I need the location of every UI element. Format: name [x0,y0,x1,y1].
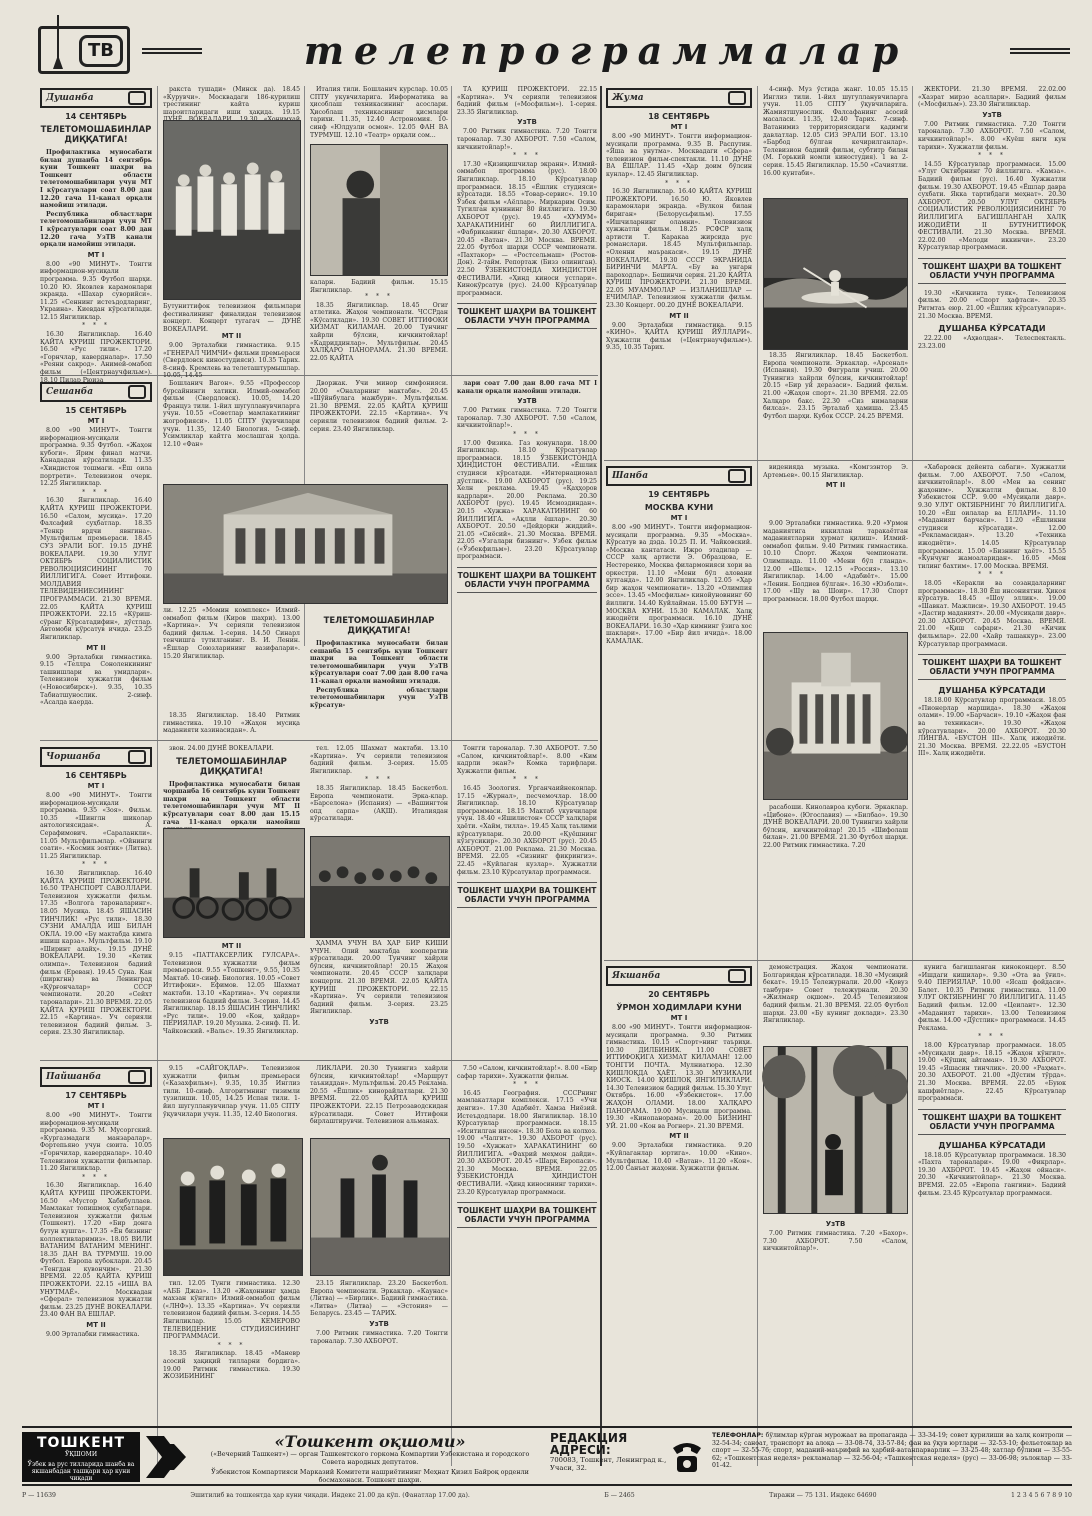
program-text: 9.00 Эрталабки гимнастика. 9.20 «Урмон маданиятига иккиллан таракаётган маданиятларни ҳурмат қилиш». Илмий-оммабоп фильм. 9.40 Ритмик гимнастика. 10.10 Спорт. Жаҳон чемпионати. Олимпиада. 11.00 «Мени бўл гланда». 12.00 «Шелк». 12.15 «Россия». 13.10 Янгиликлар. 14.00 «Адабиёт». 15.00 «Ленин. Болдиев бўлган». 16.30 «Юзболи». 17.00 «Шу ва Шоир». 17.30 Спорт программаси. 18.00 Футбол шарҳи. [763,520,908,603]
program-text: ракста тушади» (Минск да). 18.45 «Курувчи». Москвадаги 186-курилиш трестининг кайта куриш шароитларидаги иши ҳақида. 19.15 [163,86,300,116]
next-day-heading: ДУШАНБА КЎРСАТАДИ [938,1140,1046,1150]
program-text: 9.00 Эрталабки гимнастика. 9.15 «КИНО». ҚАЙТА ҚУРИШ ЙЎЛЛАРИ». Хужжатли фильм («Центрнаучфильм»). 9.35, 10.35 Тарих. [606,321,752,352]
monday-col3 [310,86,448,142]
row-divider [604,460,1064,461]
column-divider [912,86,913,1466]
program-text: 18.18.05 Кўрсатувлар программаси. 18.30 «Пахта тароналари». 19.00 «Фикрлар». 19.30 АХБОРОТ. 19.45 «Жаҳон ойнаси». 20.30 «Кичкинтойлар». 21.30 Москва. ВРЕМЯ. 22.05 «Европа гангини». Бадиий фильм. 23.45 Кўрсатувлар программаси. [918,1151,1066,1197]
photo-dancers-2 [163,1138,303,1276]
program-text: 9.15 «ПАТТАКСЕРЛИК ГУЛСАРА». Телевизион хужжатли фильм премьераси. 9.55 «Тошкент», 9.55, 10.35 Мактаб. 10-синф. Биология. 10.05 «Совет Иттифоки». Ефимов. 12.05 Шахмат мактаби. 13.10 «Картина». Уч серияли телевизион бадиий фильм. 3-серия. 14.45 Янгиликлар. 18.15 ЯШАСИН ТИНЧЛИК! «Рус тили». 19.00 «Кон, ҳайдар» ПЕРИЯЛАР. 19.20 Музыка. 2-синф. П. И. Чайковский. «Вальс». 19.35 Янгиликлар. [163,952,300,1035]
monday-mt2 [163,330,300,380]
redaction-address-text: 700083, Тошкент, Ленинград к., Учаси, 32. [550,1456,667,1472]
publisher-info [200,1432,540,1482]
program-text: Бошланич Вагон». 9.55 «Профессор бурсайнинги хатики. Илмий-оммабоп фильм (Свердловск). 10.05, 14.20 Француз тили. 1-йил шугулланувчиларга учун. 10.55 «Советлар мамлакатининг жогрофияси». 11.05 СПТУ ўқувчилари учун. 11.35, 12.40 Биология. 5-синф. Усимликлар кайтга мослашган ҳолда. 12.10 «Фан» [163,380,300,448]
date-heading: 19 СЕНТЯБРЬ [648,490,710,499]
regional-program-heading: ТОШКЕНТ ШАҲРИ ВА ТОШКЕНТ ОБЛАСТИ УЧУН ПРОГРАММА [457,1202,597,1228]
page-title: телепрограммалар [303,28,909,73]
telephone-numbers [712,1432,1072,1484]
newspaper-brand: ТОШКЕНТ [36,1435,126,1451]
program-text: 7.00 Ритмик гимнастика. 7.20 «Бахор». 7.30 АХБОРОТ. 7.50 «Салом, кичкинтойлар!». [763,1230,908,1253]
notice-text: Профилактика муносабати билан чоршанба 16 сентябрь куни Тошкент шаҳри ва Тошкент области телетомошабинлари учун МТ II кўрсатувлари соат 8.00 дан 15.15 гача 11-канал орқали намойиш [163,780,300,826]
tuesday-col2 [163,380,300,480]
program-text: виденияда музыка. «Комгзэнтор Э. Артемьев». 00.15 Янгиликлар. [763,464,908,479]
footer [22,1426,1072,1486]
program-text: Дворжак. Учи минор симфонияси. 20.00 «Оналарнинг мактаби». 20.45 «Шўйнбулага мажбури». Мультфильм. 21.30 ВРЕМЯ. 22.05 ҚАЙТА ҚУРИШ ПРОЖЕКТОРИ. 22.15 «Картина». Уч серияли телевизион бадиий фильм. 2-серия. 23.40 Янгиликлар. [310,380,448,433]
program-text: 7.00 Ритмик гимнастика. 7.20 Тонгги тароналар. 7.30 АХБОРОТ. 7.50 «Салом, кичкинтойлар!». [457,128,597,151]
monday-col4 [457,86,597,374]
program-text: ЛИКЛАРИ. 20.30 Тунингиз хайрли бўлсин, кичкинтойлар! «Маршрут таъкиддан». Мультфильм. 20.45 Реклама. 20.55 «Ёшлик» кинорайлатлари. 21.30 ВРЕМЯ. 22.05 ҚАЙТА ҚУРИШ ПРОЖЕКТОРИ. 22.15 Петрозаводскидан кўрсатилади. Совет Иттифоки бирлаштирувчи. Телевизион альманах. [310,1065,448,1126]
channel-heading: УзТВ [517,397,537,406]
program-text: 8.00 «90 МИНУТ». Тонгги информацион-мусиқали программа. 9.35 Футбол шарҳи. 10.20 Ю. Яковлев карамонлари экранда. «Шахар суворийси». 11.25 «Сеннинг истеъдодларинг, Украина». Киевдан кўрсатилади. 12.15 Янгиликлар. [40,260,152,321]
photo-building [163,484,448,604]
channel-heading: МТ II [221,332,242,340]
thursday-col4 [457,1065,597,1421]
program-text: 7.50 «Салом, кичкинтойлар!». 8.00 «Бир сафар тарихи». Хужжатли фильм. [457,1065,597,1080]
program-text: 18.18.00 Кўрсатувлар программаси. 18.05 «Пионерлар маршида». 18.30 «Жаҳон олами». 19.00 «Барчаси». 19.10 «Жаҳон фан ва техникаси». 19.30 «Жаҳон кўрсатувлари». 20.00 АХБОРОТ. 20.30 ЛИНГВА. «БУСТОН III». Халқ ижодиёти. 21.30 Москва. ВРЕМЯ. 22.22.05 «БУСТОН III». Халқ ижодиёти. [918,697,1066,758]
photo-performer [310,144,448,276]
separator-stars: * * * [217,1341,246,1349]
saturday-col2-b [763,804,908,956]
channel-heading: МТ I [670,514,688,522]
program-text: 18.00 Кўрсатувлар программаси. 18.05 «Мусиқали давр». 18.15 «Жаҳон кўнгил». 19.00 «Қўшиқ айтаман». 19.30 АХБОРОТ. 19.45 «Яшасин тинчлик». 20.00 «Раҳмат». 20.30 АХБОРОТ. 21.00 «Дўстим тўрда». 21.30 Москва. ВРЕМЯ. 22.05 «Буюк кашфиётлар». 22.45 Кўрсатувлар программаси. [918,1041,1066,1103]
channel-heading: УзТВ [982,110,1002,119]
channel-heading: МТ II [669,311,689,320]
program-text: 7.00 Ритмик гимнастика. 7.20 Тонгги тароналар. 7.30 АХБОРОТ. 7.50 «Салом, кичкинтойлар!». [457,407,597,430]
program-text: 17.00 Физика. Газ қонунлари. 18.00 Янгиликлар. 18.10 Кўрсатувлар программаси. 18.15 ЎЗБЕКИСТОНДА ҲИНДИСТОН ФЕСТИВАЛИ. «Ёшлик студияси кўрсатади. «Интернационал дўстлик». 19.00 АХБОРОТ (рус). 19.25 Хелн реклама. 19.45 «Қаҳҳоров кадрлари». 20.00 Реклама. 20.30 АХБОРОТ (рус). 19.45 Исмоздиндан». 20.15 «Хужжа» ХАРАКАТИНИНГ 60 ЙИЛЛИГИГА. «Ақлли ёшлар». 20.30 АХБОРОТ. 20.50 «Дейдорки жиддий». 21.05 «Сиёсий». 21.30 Москва. ВРЕМЯ. 22.05 «Узгалари бизнинг». Узбек фильм («Ўзбекфильм»). 23.20 Кўрсатувлар программаси. [457,439,597,561]
program-text: 7.00 Ритмик гимнастика. 7.20 Тонгги тароналар. 7.30 АХБОРОТ. 7.50 «Салом, кичкинтойлар!». 8.00 «Куёш янги кун тарихи». Хужжатли фильм. [918,120,1066,151]
program-text: расабоши. Кинолавроа кубоги. Эркаклар. «Цибоне». (Югославия) — «Билбао». 19.30 ДУНЁ ВОКЕАЛАРИ. 20.00 Тунингиз хайрли бўлсин, кичкинтойлар! 20.15 «Шифолаш билан». 21.00 ВРЕМЯ. 21.30 Футбол шарҳи. 22.00 Ритмик гимнастика. 7.20 [763,804,908,849]
program-text: Италия тили. Бошланич курслар. 10.05 СПТУ укувчиларига. Информатика ва ҳисоблаш техникасининг асослари. Ҳисоблаш техникасининг қисмлари тарихи. 11.35, 12.40 Астрономия. 10-синф «Юлдузли осмон». 12.05 ФАН ВА ТУРМУШ. 12.10 «Театр» орқали сом... [310,86,448,139]
program-text: 16.45 Зоология. Урганчаийнеконлар. 17.15 «Журнал», песчемочлар. 18.00 Янгиликлар. 18.10 Кўрсатувлар программаси. 18.15 Мактаб укувчилари учун. 18.40 «Яшилистон» СССР халқлари ҳаёти. «Хайм, тилла». 19.45 Халқ таълими кўрсатувлари. 20.00 «Қуёшнинг кўзгусикир». 20.30 АХБОРОТ (рус). 20.45 АХБОРОТ. 21.00 Реклама. 21.30 Москва. ВРЕМЯ. 22.05 «Сизнинг фикрингиз». 22.45 «Куйлаган кузлар». Хужжатли фильм. 23.10 Кўрсатувлар программаси. [457,784,597,876]
saturday-section [606,464,752,956]
separator-stars: * * * [82,861,110,869]
channel-heading: МТ I [670,123,688,131]
program-text: звон. 24.00 ДУНЁ ВОКЕАЛАРИ. [169,745,274,752]
imprint-middle: Эшитилиб ва тошкентда ҳар куни чиқади. Индекс 21.00 да кўп. (Фанатлар 17.00 да). [190,1492,470,1499]
program-text: 7.00 Ритмик гимнастика. 7.20 Тонгги тароналар. 7.30 АХБОРОТ. [310,1329,448,1345]
tv-screen-icon [128,1070,146,1084]
program-text: 18.35 Янгиликлар. 18.45 «Маневр асосий ҳақиқий тилларни бордига». 19.00 Ритмик гимнастика. 19.30 ЖОЗИБИНИНГ [163,1350,300,1381]
date-heading: 18 СЕНТЯБРЬ [648,112,710,121]
channel-heading: МТ I [670,1014,688,1022]
friday-col3 [918,86,1066,456]
title-rule-right [1010,48,1070,54]
program-text: 16.30 Янгиликлар. 16.40 ҚАЙТА ҚУРИШ ПРОЖЕКТОРИ. 16.50 «Рус тили». 17.20 «Горнчлар, кавердналар». 17.50 «Реяни сакрод». Анимей-омабоп фильм («Центрнаучфильм»). 18.10 Пилар Рюиза [40,331,152,384]
channel-heading: МТ I [87,250,105,259]
notice-heading: ТЕЛЕТОМОШАБИНЛАР ДИҚҚАТИГА! [40,125,152,145]
tv-screen-icon [728,469,746,483]
separator-stars: * * * [365,776,393,784]
program-text: ТА ҚУРИШ ПРОЖЕКТОРИ. 22.15 «Картина». Уч серияли телевизион бадиий фильм («Мосфильм»). 1-серия. 23.35 Янгиликлар. [457,86,597,116]
monday-col3-b [310,292,448,374]
printing-house: Ўзбекистон Компартияси Марказий Комитети нашриётининг Меҳнат Қизил Байроқ орденли босмахонаси. Тошкент шаҳри. [211,1468,529,1484]
day-tag-tuesday: Сешанба [40,382,152,402]
channel-heading: МТ II [86,643,106,652]
redaction-address [550,1432,670,1482]
day-theme-heading: ЎРМОН ХОДИМЛАРИ КУНИ [616,1003,742,1012]
program-text: тил. 12.05 Тунги гимнастика. 12.30 «АББ Джаз». 13.20 «Жаҳоннинг ҳамда махзан кўнгил» Илмий-оммабоп фильм («ЛНФ»). 13.35 «Картина». Уч серияли телевизион бадиий фильм. 3-серия. 14.55 Янгиликлар. 15.05 КЕМЕРОВО ТЕЛЕВИДЕНИЕ СТУДИЯСИНИНГ ПРОГРАММАСИ. [163,1280,300,1341]
day-theme-heading: МОСКВА КУНИ [644,503,714,512]
photo-canoeist [763,198,908,350]
program-text: 18.05 «Керакли ва созандаларнинг программаси». 18.30 Ёш инсониятни. Ҳикоя кўрсатув. 18.45 «Шоу эллик». 19.00 «Шавкат. Мажлиси». 19.30 АХБОРОТ. 19.45 «Дастир маданият». 20.00 «Мусиқали давр». 20.30 АХБОРОТ. 20.45 Москва. ВРЕМЯ. 21.00 «Қиш сафари». 21.30 «Кичик фильмлар». 22.00 «Хайр ташаккур». 23.00 Кўрсатувлар программаси. [918,579,1066,648]
program-text: 8.00 «90 МИНУТ». Тонгги информацион-мусиқали программа. 9.35 М. Мусоргский. «Кургазмадаги манзаралар». Фортепьяно учун сюита. 10.05 «Горнчилар, кавердналар». 10.40 Телевизион хужжатли фильмлар. 11.20 Янгиликлар. [40,1112,152,1173]
photo-forest-workers [763,1046,908,1214]
tv-screen-icon [128,385,146,399]
program-text: 18.35 Янгиликлар. 18.40 Ритмик гимнастика. 19.10 «Жаҳон мусиқа маданияти хазинасидан». А. [163,712,300,735]
separator-stars: * * * [82,322,110,330]
program-text: 18.35 Янгиликлар. 18.45 Баскетбол. Европа чемпионати. Эркаклар. «Арсенал» (Испания). 19.30 Фигурали учиш. 20.00 Тунингиз хайрли бўлсин, кичкинтойлар! 20.15 «Бир уй деразаси». Бадиий фильм. 21.00 «Жаҳон спорт». 21.30 ВРЕМЯ. 22.05 Халқаро бакс. 22.30 «Сиз нималарни билсаз». 23.15 Эрталаб ҳамиша. 23.45 Футбол шарҳи. Кубок СССР. 24.25 ВРЕМЯ. [763,352,908,420]
program-text: 16.30 Янгиликлар. 16.40 ҚАЙТА ҚУРИШ ПРОЖЕКТОРИ. 16.50 «Салом, мусиқа». 17.20 Фалсафий суҳбатлар. 18.35 «Тенкр врдчи явнгина». Мультфильм премьераси. 18.45 СУЗ ЭРАЛИ БОГ. 19.15 ДУНЁ ВОКЕАЛАРИ. 19.30 УЛУГ ОКТЯБРЬ СОЦИАЛИСТИК РЕВОЛЮЦИЯСИНИНГ 70 ЙИЛЛИГИГА. Совет Иттифоки. МОЛДАВИЯ ТЕЛЕВИДЕНИЕСИНИНГ ПРОГРАММАСИ. 21.30 ВРЕМЯ. 22.05 ҚАЙТА ҚУРИШ ПРОЖЕКТОРИ. 22.15 «Кўриш-сўранг Кўрсатадифин», дўстлар. Автомоби кўрсатув ичида. 23.25 Янгиликлар. [40,497,152,642]
program-text: демонстрация. Жаҳон чемпионати. Болгариядан кўрсатилади. 18.30 «Мусиқий бекат». 19.15 Тележурнали. 20.00 «Қовуз танбури» Совет тележурнали. 20.30 «Жилмаяр оқшом». 20.45 Телевизион бадиий фильм. 21.30 ВРЕМЯ. 22.05 Футбол шарҳи. 23.00 «Бу кунинг доклади». 23.30 Янгиликлар. [763,964,908,1025]
row-divider [40,740,598,741]
thursday-section [40,1065,152,1421]
program-text: 17.30 «Қизиқишчилар экранн». Илмий-оммабоп программа (рус). 18.00 Янгиликлар. 18.10 Кўрсатувлар программаси. 18.15 «Ёшлик студияси» кўрсатади. 18.55 «Товар-сервис». 19.10 Ўзбек фильм «Аёллар». Миркарим Осим. Тугилган кунининг 80 йиллигига. 19.30 АХБОРОТ (рус). 19.45 «ХУМУМ» ХАРАКАТИНИНГ 60 ЙИЛЛИГИГА. «Фабриканинг ёшлари». 20.30 АХБОРОТ. 20.45 «Ватан». 21.30 Москва. ВРЕМЯ. 22.05 Футбол шарҳи СССР чемпионати. «Пахтакор» — «Ростсельмаш» (Ростов-Дон). 2-тайм. Репортаж (Бизз олиниган). 22.50 ЎЗБЕКИСТОНДА ХИНДИСТОН ФЕСТИВАЛИ. «Ҳинд киноси устлари». Кинокўрсатув (рус). 24.00 Кўрсатувлар программаси. [457,160,597,297]
program-text: 16.30 Янгиликлар. 16.40 ҚАЙТА ҚУРИШ ПРОЖЕКТОРИ. 16.50 ТРАНСПОРТ САВОЛЛАРИ. Телевизион хужжатли фильм. 17.35 «Волгога тароналаринг». 18.05 Мусиқа. 18.45 ЯШАСИН ТИНЧЛИК! «Рус тили». 18.30 СУЗНИ АМАЛДА ИШ БИЛАН ОКЛА. 19.00 «Бу мактабда кимга ишиш карза». Мультфильм. 19.10 «Ширинт алайҳ». 19.15 ДУНЁ ВОКЕАЛАРИ. 19.30 «Кетик олимпа». Телевизион бадиий фильм (Ереван). 19.45 Суна. Кан (ширкгнн) ва Ленинград «Қўрғончалар» СССР чемпионати. 20.20 «Сейхт тароналари». 21.30 ВРЕМЯ. 22.05 ҚАЙТА ҚУРИШ ПРОЖЕКТОРИ. 22.15 «Картина». Уч серияли телевизион бадиий фильм. 3-серия. 23.30 Янгиликлар. [40,869,152,1037]
program-text: 16.30 Янгиликлар. 16.40 ҚАЙТА ҚУРИШ ПРОЖЕКТОРИ. 16.50 «Мустор Хабибуллаев. Мамлакат топишмоқ суҳбатлари. Телевизион хужжатли фильм (Тошкент). 17.20 «Бир донга бутун кушга». 17.35 «Ён бизнинг коллективларимиз». 18.05 ВИЛИ ВАТАНИМ ВАТАНИМ МЕНИНГ. 18.35 ДАН ВА ТУРМУШ. 19.00 Футбол. Европа кубоклари. 20.45 «Тенгдан кувончим». 21.30 ВРЕМЯ. 22.05 ҚАЙТА ҚУРИШ ПРОЖЕКТОРИ. 22.15 «ИША ВА УНУТМАЁ». Москвадан «Сферал» телевизион хужжатли фильм. 23.25 ДУНЁ ВОКЕАЛАРИ. 23.40 ФАН ВА ЕШЛАР. [40,1182,152,1319]
separator-stars: * * * [513,776,541,784]
day-tag-monday: Душанба [40,88,152,108]
newspaper-logo [22,1432,140,1482]
program-text: 18.35 Янгиликлар. 18.45 Баскетбол. Европа чемпионати. Эрка-клар. «Барселона» (Испания) — «Вашингтон опд сарпа» (АҚШ). Италиядан кўрсатилади. [310,784,448,823]
telephone-icon [670,1438,704,1476]
channel-heading: МТ I [87,417,105,425]
tuesday-col2-b [163,712,300,738]
wednesday-mt2 [163,940,300,1058]
day-tag-friday: Жума [606,88,752,108]
separator-stars: * * * [978,152,1006,160]
tuesday-col3 [310,380,448,480]
imprint-line [22,1492,1072,1499]
tv-logo [38,26,130,74]
saturday-col2-mt2 [763,520,908,630]
day-tag-saturday: Шанба [606,466,752,486]
program-text: тел. 12.05 Шахмат мактаби. 13.10 «Картина». Уч серияли телевизион бадиий фильм. 3-серия. 15.05 Янгиликлар. [310,745,448,775]
telephone-title: ТЕЛЕФОНЛАР: [712,1432,764,1439]
tuesday-col4 [457,380,597,736]
friday-col2-b [763,352,908,456]
notice-text: лари соат 7.00 дан 8.00 гача МТ I канали орқали намойиш этилади. [457,380,597,395]
row-divider [604,960,1064,961]
tv-tower-icon [53,15,63,69]
program-text: 14.55 Кўрсатувлар программаси. 15.00 «Улуг Октябрнинг 70 йиллигига. «Камза». Бадиий фильм (рус). 16.40 Хужжатли фильм. 19.30 АХБОРОТ. 19.45 «Ёшлар давра сухбати. Якка тартибдаги меҳнат». 20.30 АХБОРОТ. 20.50 УЛУГ ОКТЯБРЬ СОЦИАЛИСТИК РЕВОЛЮЦИЯСИНИНГ 70 ЙИЛЛИГИГА БАГИШЛАНГАН ХАЛҚ ИЖОДИЁТИ II БУТУНИТТИФОҚ ФЕСТИВАЛИ. 21.30 Москва. ВРЕМЯ. 22.02.00 «Мелоди иккинчи». 23.20 Кўрсатувлар программаси. [918,160,1066,252]
channel-heading: УзТВ [825,1220,846,1228]
separator-stars: * * * [82,1173,110,1181]
date-heading: 17 СЕНТЯБРЬ [65,1091,127,1100]
regional-program-heading: ТОШКЕНТ ШАҲРИ ВА ТОШКЕНТ ОБЛАСТИ УЧУН ПРОГРАММА [918,258,1066,284]
notice-text: Профилактика муносабати билан душанба 14 сентябрь куни Тошкент шаҳри ва Тошкент области телетомошабинлари учун МТ I кўрсатувлари соат 8.00 дан 12.20 гача 11-канал орқали намойиш этилади. [40,149,152,210]
newspaper-description: («Вечерний Ташкент») — орган Ташкентского горкома Компартии Узбекистана и городского Совета народных депутатов. [210,1450,530,1466]
program-text: кунига багишланган киноконцерт. 8.50 «Ишдаги кишилар». 9.30 «Ота ва ўғил». 9.40 ПЕРИЯЛАР. 10.00 «Ясаш фойдаси». Балет. 10.35 Ритмик гимнастика. 11.00 УЛУГ ОКТЯБРНИНГ 70 ЙИЛЛИГИГА. 11.45 Бадиий фильм. 12.00 «Цеилант». 12.30 «Маданият тарихи». 13.00 Телевизион фильм. 14.00 «Дўстлик» программаси. 14.45 Реклама. [918,964,1066,1032]
photo-dancers [163,120,301,300]
notice-text: Профилактика муносабати билан сешанба 15 сентябрь куни Тошкент шаҳри ва Тошкент области телетомошабинлари учун УзТВ кўрсатувлари соат 7.00 дан 8.00 гача 11-канал орқали намойиш этилади. [310,640,448,685]
program-text: 9.00 Эрталабки гимнастика. 9.20 «Куйлаганлар юртига». 10.00 «Кино». Мультфильм. 10.40 «Ватан». 11.20 «Кон». 12.00 Санъат жаҳони. Хужжатли фильм. [606,1142,752,1173]
channel-heading: УзТВ [369,1017,389,1026]
day-tag-wednesday: Чоршанба [40,747,152,767]
friday-section [606,86,752,456]
sunday-col2 [763,964,908,1044]
wednesday-section [40,745,152,1057]
channel-heading: УзТВ [369,1319,389,1328]
date-heading: 15 СЕНТЯБРЬ [65,406,127,415]
program-text: 8.00 «90 МИНУТ». Тонгги информацион-мусиқали программа. 9.30 Ритмик гимнастика. 10.15 «Спорт»нинг таъриҳи. 10.30 ДИЛБИНИК. 11.00 СОВЕТ ИТТИФОҚИГА ХИЗМАТ КИЛАМАН! 12.00 ТОНГГИ ПОЧТА. Мулниатюра. 12.30 ҚИШЛОҚДА ҲАЁТ. 13.30 МУЗИКАЛИ КИОСК. 14.00 ҚИШЛОҚ ЯНГИЛИКЛАРИ. 14.30 Телевизион бадиий фильм. 15.30 Улуг Октябрь. 16.00 «Ўзбекистон». 17.00 ЖАҲОН ОЛАМИ. 18.00 ХАЛҚАРО ПАНОРАМА. 19.00 Мусиқали программа. 19.30 «Кинопанорама». 20.00 БИЗНИНГ УЙ. 21.00 «Кон ва Рогнер». 21.30 ВРЕМЯ. [606,1024,752,1130]
program-text: ЖЕКТОРИ. 21.30 ВРЕМЯ. 22.02.00 «Хазрат мирзо асаллари». Бадиий фильм («Мосфильм»). 23.30 Янгиликлар. [918,86,1066,109]
wednesday-col3-b [310,940,448,1058]
column-divider [451,86,452,1466]
arrow-emblem-icon [146,1436,192,1478]
channel-heading: МТ II [221,942,242,950]
separator-stars: * * * [978,571,1006,579]
program-text: 8.00 «90 МИНУТ». Тонгги информацион-мусиқали программа. 9.35 «Зоя». Фильм. 10.35 «Шинглн шиколар антологиясидан». А. Серафимович. «Сараланкли». 11.05 Мультфильмлар. «Ойнинги соати». «Космик зоятик» (Литва). 11.25 Янгиликлар. [40,792,152,860]
program-text: 22.22.00 «Аҳволдан». Телеспектакль. 23.23.00 [918,335,1066,350]
imprint-order: Б — 2465 [604,1492,635,1499]
regional-program-heading: ТОШКЕНТ ШАҲРИ ВА ТОШКЕНТ ОБЛАСТИ УЧУН ПРОГРАММА [457,882,597,908]
channel-heading: УзТВ [517,118,537,127]
notice-heading: ТЕЛЕТОМОШАБИНЛАР ДИҚҚАТИГА! [323,616,435,636]
wednesday-col2 [163,745,300,825]
thursday-col3-b [310,1280,448,1422]
program-text: 16.30 Янгиликлар. 16.40 ҚАЙТА ҚУРИШ ПРОЖЕКТОРИ. 16.50 Ю. Яковлев карамонлари экранда. «Вулкон билан бириган» (Белорусьфильм). 17.55 «Ишчиларнинг оламни». Телевизион хужжатли фильм. 18.25 РСФСР халқ артисти Т. Каракаа жирсида рус романслари. 18.45 Мультфильмлар. «Оленни маъракаси». 19.15 ДУНЁ ВОКЕАЛАРИ. 19.30 СССР ЭКРАНИДА БИРИНЧИ МАРТА. «Бу ва унгарн пароходлар». Бешинчи серия. 21.20 ҚАЙТА ҚУРИШ ПРОЖЕКТОРИ. 21.30 ВРЕМЯ. 22.05 МУАММОЛАР — ИЗЛАНИШЛАР — ЕЧИМЛАР. Телевизион хужжатли фильм. 23.30 Концерт. 00.20 ДУНЁ ВОКЕАЛАРИ. [606,188,752,310]
wednesday-col3 [310,745,448,833]
photo-crowd [310,836,450,938]
sunday-section [606,964,752,1420]
program-text: «Хабаровск дейента сабаги». Хужжатли фильм. 7.00 АХБОРОТ. 7.50 «Салом, кичкинтойлар!». 8.00 «Мен ва сенинг жаҳоним». Хужжатли фильм. 8.10 Ўзбекистон ССР. 9.00 «Мусиқали давр». 9.30 УЛУГ ОКТЯБРНИНГ 70 ЙИЛЛИГИГА. 10.20 «Ёш оилалар ва ЕЛЛАРИ». 11.10 «Маданият барчаси». 11.20 «Ёшликни студияси кўрсатади». 12.00 «Рекламасидан». 13.20 «Техника ижодиёти». 14.05 Кўрсатувлар программаси. 15.00 «Бизнинг ҳаёт». 15.55 «Кунчунг жамоаларидан». 16.05 «Мен тилинг бахтим». 17.00 Москва. ВРЕМЯ. [918,464,1066,570]
sunday-col3 [918,964,1066,1420]
separator-stars: * * * [665,179,693,187]
photo-caption: каларн. Бадиий фильм. 15.15 Янгиликлар. [310,279,448,294]
photo-caption: ли. 12.25 «Момин комплекс» Илмий-оммабоп фильм (Киров шаҳри). 13.00 «Картина». Уч серияли телевизион бадиий фильм. 1-серия. 14.50 Синарл тенчишга тутилганинг. В. И. Ленин. «Ёшлар Союзларининг вазифалари». 15.20 Янгиликлар. [163,607,300,660]
newspaper-brand-sub: ЎҚШОМИ [64,1451,98,1458]
separator-stars: * * * [513,152,541,160]
next-day-heading: ДУШАНБА КЎРСАТАДИ [938,324,1046,334]
regional-program-heading: ТОШКЕНТ ШАҲРИ ВА ТОШКЕНТ ОБЛАСТИ УЧУН ПРОГРАММА [457,303,597,329]
notice-heading: ТЕЛЕТОМОШАБИНЛАР ДИҚҚАТИГА! [176,756,287,777]
regional-program-heading: ТОШКЕНТ ШАҲРИ ВА ТОШКЕНТ ОБЛАСТИ УЧУН ПРОГРАММА [918,1109,1066,1135]
program-text: 9.00 Эрталабки гимнастика. 9.15 «Теллра Соноленкининг ташвишлари ва умидлари». Телевизион хужжатли фильм («Новосибирск»). 9.35, 10.35 Табиатшунослик. 2-синф. «Асалда каерда. [40,653,152,707]
photo-basketball [310,1138,450,1276]
separator-stars: * * * [513,1081,541,1089]
regional-program-heading: ТОШКЕНТ ШАҲРИ ВА ТОШКЕНТ ОБЛАСТИ УЧУН ПРОГРАММА [457,567,597,593]
program-text: 19.30 «Кичкинта туяк». Телевизион фильм. 20.00 «Спорт ҳафтаси». 20.35 Ритмтаъ еюр. 21.00 «Ёшлик кўрсатувлари». 21.30 Москва. ВРЕМЯ. [918,289,1066,320]
program-text: 23.15 Янгиликлар. 23.20 Баскетбол. Европа чемпионати. Эркаклар. «Каунас» (Литва) — «Бирлик». Бадиий гимнастика. «Литва» (Литва) — «Эстония» — Беларусь. 23.45 — ТАРИХ. [310,1280,448,1318]
channel-heading: МТ II [86,1321,106,1330]
tv-screen-icon [128,750,146,764]
title-rule-left [142,48,202,54]
program-text: 4-синф. Муз ўстида жанг. 10.05 15.15 Инглиз тили. 1-йил шугулланувчиларга учун. 11.05 СПТУ ўқувчиларига. Жамиятшунослик. Фалсафанинг асосий масаласи. 11.35, 12.40 Тарих. 7-синф. Ватанимиз территориясидаги қадимги давлатлар. 12.05 СИЗ ЭРАЛИ БОГ. 13.10 «Барбод бўлган кечирилганлар». Телевизион бадиий фильм, субтитр билан (М. Горький номли киностудия). 1 ва 2-серия. 15.45 Янгиликлар. 15.50 «Сачиятли. 16.00 кунтаби». [763,86,908,177]
monday-continued [163,86,300,118]
program-text: Тонгги тароналар. 7.30 АХБОРОТ. 7.50 «Салом, кичкинтойлар!». 8.00 «Ким кадрли экан?» Комка тарифлари. Хужжатли фильм. [457,745,597,775]
page-divider [600,86,602,1466]
date-heading: 14 СЕНТЯБРЬ [65,112,127,121]
tv-screen-icon [728,969,746,983]
monday-section [40,86,152,384]
column-divider [157,86,158,1466]
wednesday-col4 [457,745,597,1057]
redaction-title: РЕДАКЦИЯ АДРЕСИ: [550,1431,628,1457]
program-text: 9.00 Эрталабки гимнастика. [46,1331,140,1339]
day-tag-sunday: Якшанба [606,966,752,986]
photo-cyclists [163,828,305,938]
tuesday-section [40,380,152,736]
thursday-col3 [310,1065,448,1135]
title-band [142,28,1070,73]
imprint-circulation: Тиражи — 75 131. Индекс 64690 [769,1492,877,1499]
day-tag-thursday: Пайшанба [40,1067,152,1087]
newspaper-name: «Тошкент оқшоми» [274,1432,466,1451]
date-heading: 20 СЕНТЯБРЬ [648,990,710,999]
sunday-col2-b [763,1218,908,1420]
regional-program-heading: ТОШКЕНТ ШАҲРИ ВА ТОШКЕНТ ОБЛАСТИ УЧУН ПРОГРАММА [918,654,1066,680]
separator-stars: * * * [365,293,393,300]
channel-heading: МТ I [87,782,105,790]
channel-heading: МТ II [669,1132,689,1141]
telephone-text: бўлимлар кўрган мурожаат ва пропаганда — 33-34-19; совет қурилиши ва халқ контроли — 32-54-34; саноат, транспорт ва алоқа — 33-08-74, 33-57-84; фан ва ўқув юртлари — 32-53-10; фельетонлар ва спорт — 32-55-76; спорт, маданий-маърифий ва ҳарбий-ватанпарварлик — 33-25-48; хатлар бўлими — 33-55-62; «Тошкентская неделя» рекламалар — 32-56-04; «Ташкентская неделя» (рус) — 33-06-98; эълонлар — 33-01-42. [712,1432,1072,1469]
tv-screen-icon [728,91,746,105]
imprint-numbers: 1 2 3 4 5 6 7 8 9 10 [1010,1492,1072,1499]
thursday-col2 [163,1065,300,1135]
separator-stars: * * * [513,430,541,438]
photo-caption: Бутуниттифок телевизион фильмлари фестивалининг финалидан телевизион концерт. Концерт тугагач — ДУНЁ ВОКЕАЛАРИ. [163,303,301,333]
row-divider [40,1060,598,1061]
photo-moscow-building [763,632,908,800]
program-text: 9.00 Эрталабки гимнастика. 9.15 «ГЕНЕРАЛ ЧИМЧИ» фильми премьераси (Свердловск киностудияси). 10.35 Тарих. 8-синф. Кремлевь ва телеташтурмышлар. 10.05, 14.45 [163,342,300,380]
masthead [30,22,1070,80]
program-text: 8.00 «90 МИНУТ». Тонгги информацион-мусиқали программа. 9.35 Футбол. «Жаҳон кубоги». Ярим финал матчи. Канададан кўрсатилади. 11.35 «Хиндистон тошмаги. «Ёш оила портрети». Телевизион очерк. 12.25 Янгиликлар. [40,427,152,488]
tuesday-notice [310,612,448,738]
program-text: 9.15 «САЙГОҚЛАР». Телевизион хужжатли фильм премьераси («Казахфильм»). 9.35, 10.35 Инглиз тили. 10-синф. Алгоритмнинг тизимли тузилиши. 10.05, 14.25 Испан тили. 1-йил шугулланувчилар учун. 11.05 СПТУ ўқувчилари учун. 11.35, 12.40 Биология. [163,1065,300,1118]
date-heading: 16 СЕНТЯБРЬ [65,771,127,780]
tv-screen-icon [128,91,146,105]
program-text: 16.45 География. СССРнинг мамлакатлари комплекси. 17.15 «Учи денгиз». 17.30 Адабиёт. Хамза Ниёзий. Истеъдодлари. 18.00 Янгиликлар. 18.10 Кўрсатувлар программаси. 18.15 «Иситилган инсон». 18.30 Бола ва колхоз. 19.00 «Чалгит». 19.30 АХБОРОТ (рус). 19.50 «Хужжат» ХАРАКАТИНИНГ 60 ЙИЛЛИГИГА. «Фахрий меҳмон дайди». 20.30 АХБОРОТ. 20.45 «Шарқ Европаси». 21.30 Москва. ВРЕМЯ. 22.05 ЎЗБЕКИСТОНДА ҲИНДИСТОН ФЕСТИВАЛИ. «Ҳинд киносининг тарихи». 23.20 Кўрсатувлар программаси. [457,1089,597,1196]
tv-emblem-icon: ТВ [79,35,123,67]
friday-col2 [763,86,908,196]
saturday-col3 [918,464,1066,956]
program-text: ҲАММА УЧУН ВА ҲАР БИР КИШИ УЧУН. Олий мактабда кооператив кўрсатилади. 20.00 Тунчинг хайрли бўлсин, кичкинтойлар! 20.15 Жаҳон чемпионати. 20.45 СССР халқлари концерти. 21.30 ВРЕМЯ. 22.05 ҚАЙТА ҚУРИШ ПРОЖЕКТОРИ. 22.15 «Картина». Уч серияли телевизион бадиий фильм. 3-серия. 23.25 Янгиликлар. [310,940,448,1016]
channel-heading: МТ II [825,481,846,490]
program-text: 8.00 «90 МИНУТ». Тонгги информацион-мусиқали программа. 9.35 В. Распутин. «Яша ва унутма». Москвадаги «Сфера» телевизион фильм-спектакли. 11.10 ДУНЁ ВА ЁШЛАР. 11.45 «Ҳар доим бўлсин кунлар». 12.45 Янгиликлар. [606,133,752,178]
column-divider [757,86,758,1466]
imprint-left: Р — 11639 [22,1492,56,1499]
notice-text: Республика областлари телетомошабинлари учун УзТВ кўрсатув- [310,686,448,709]
program-text: 8.00 «90 МИНУТ». Тонгги информацион-мусиқали программа. 9.35 «Москва». Кўрсатув ва дэда. 10.25 П. И. Чайковский. «Москва кантатаси. Ижро этадилар — СССР халқ артисти Э. Образцова, Е. Нестеренко, Москва филармонияси хори ва оркестри. 11.10 «Мени бўл аловани кутганда». 12.00 Янгиликлар. 12.05 «Ҳар бир жаҳон чемпионати». 13.20 «Олимпия эссе». 13.45 «Мосфильм» кинойуновнинг 60 йиллиги. 14.40 Куйлайман. 15.00 БУГУН — МОСКВА КУНИ. 15.30 КАМАЛАК. Халқ ижодиёти программаси. 16.10 ДУНЁ ВОКЕАЛАРИ. 16.30 «Ҳар кимнинг ўзига хос шаклари». 17.00 «Бир йил ичида». 18.00 КАМАЛАК. [606,524,752,645]
newspaper-brand-lines: Ўзбек ва рус тилларида шанба ва якшанбадан ташқари ҳар куни чиқади [27,1461,135,1482]
separator-stars: * * * [82,488,110,496]
next-day-heading: ДУШАНБА КЎРСАТАДИ [938,686,1046,696]
thursday-col2-b [163,1280,300,1422]
program-text: 18.35 Янгиликлар. 18.45 Огиr атлетика. Жаҳон чемпионати. ЧССРдан «Кўсатилади». 19.30 СОВЕТ ИТТИФОКИ ХИЗМАТ КИЛАМАН. 20.00 Тунчинг хайрли бўлсин, кичкинтойлар! «Кадриддинлар». Мультфильм. 20.45 ХАЛҚАРО ПАНОРАМА. 21.30 ВРЕМЯ. 22.05 ҚАЙТА [310,301,448,362]
channel-heading: МТ I [87,1102,105,1110]
separator-stars: * * * [978,1033,1006,1041]
notice-text: Республика областлари телетомошабинлари учун МТ I кўрсатувлари соат 8.00 дан 12.20 гача УзТВ канали орқали намойиш этилади. [40,210,152,249]
